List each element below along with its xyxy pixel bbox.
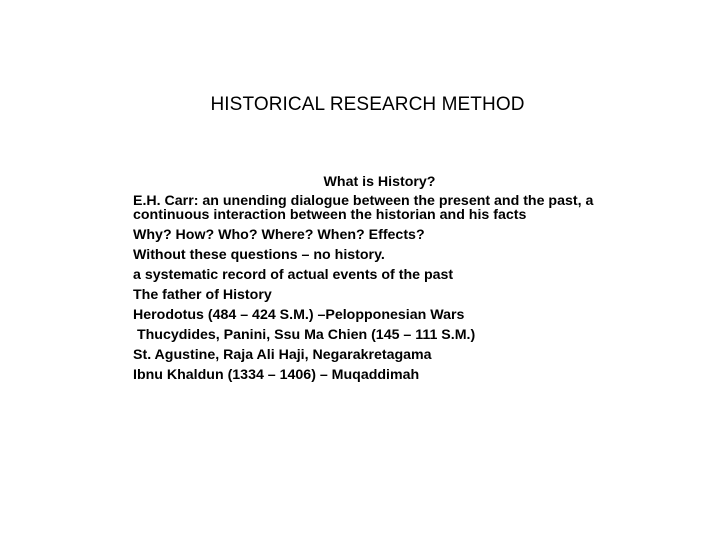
content-line-agustine: St. Agustine, Raja Ali Haji, Negarakretagama [133,347,432,363]
content-line-thucydides: Thucydides, Panini, Ssu Ma Chien (145 – 111 S.M.) [133,327,476,343]
content-line-father-of-history: The father of History [133,287,272,303]
slide-content [133,175,608,388]
content-line-carr-quote: E.H. Carr: an unending dialogue between the present and the past, a continuous interaction between the historian and his facts [133,193,594,223]
content-line-ibnu-khaldun: Ibnu Khaldun (1334 – 1406) – Muqaddimah [133,367,420,383]
slide-subtitle: What is History? [323,174,436,190]
content-line-systematic-record: a systematic record of actual events of the past [133,267,454,283]
content-line-no-history: Without these questions – no history. [133,247,385,263]
content-line-questions: Why? How? Who? Where? When? Effects? [133,227,425,243]
slide-title: HISTORICAL RESEARCH METHOD [210,94,525,115]
content-line-herodotus: Herodotus (484 – 424 S.M.) –Pelopponesian Wars [133,307,465,323]
